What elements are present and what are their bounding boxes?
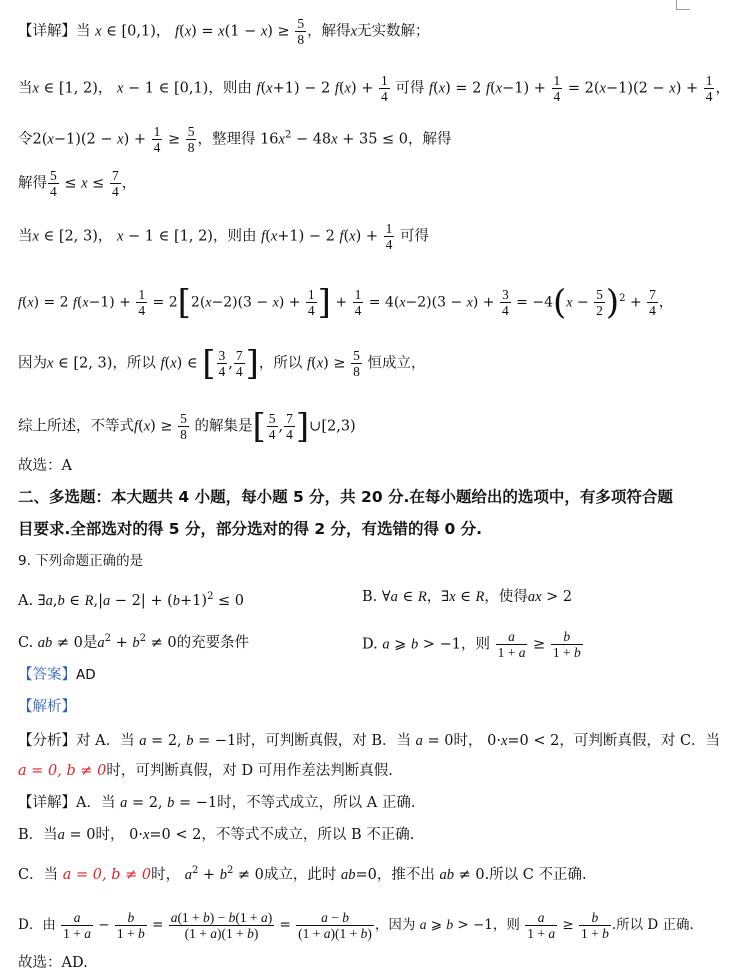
option-b: B. ∀a ∈ R，∃x ∈ R，使得ax > 2 <box>362 589 573 605</box>
option-a: A. ∃a,b ∈ $R,|a - 2| + (b+1)^2 \le 0$ <box>18 591 245 609</box>
analysis-sub-tag: 【分析】 <box>18 733 76 749</box>
detail-c: C．当 a = 0, b ≠ 0时， $a^2 + b^2 \ne 0$成立，此时 ab=0，推不出 ab ≠ 0.所以 C 不正确. <box>18 865 587 883</box>
page-corner-mark <box>676 9 690 10</box>
detail-line-3: 令2(x−1)(2 − x) + $\frac{1}{4}$ ≥ $\frac{5}{8}$ ，整理得 $16x^2 - 48x + 35 \le 0$，解得 <box>18 124 452 155</box>
detail-line-6: f(x) = 2 f(x−1) + $\frac{1}{4}$ = 2[2(x−2)(3 − x) + $\frac{1}{4}$ ] + $\frac{1}{4}$ = 4(x−2)(3 − x) + $\frac{3}{4}$ = −4(x − $\frac{5}{2}$ )$^2$ + $\frac{7}{4}$ ， <box>18 282 673 323</box>
detail-tag: 【详解】 <box>18 23 76 40</box>
analysis-line-1: 【分析】对 A．当 a = 2, b = −1时，可判断真假，对 B．当 a = 0时， 0·x=0 < 2，可判断真假，对 C．当 <box>18 733 721 749</box>
detail-line-5: 当x ∈ [2, 3)， x − 1 ∈ [1, 2)，则由 f(x+1) − 2 f(x) + $\frac{1}{4}$ 可得 <box>18 221 429 252</box>
question-9: 9. 下列命题正确的是 <box>18 553 144 569</box>
analysis-tag: 【解析】 <box>18 699 76 715</box>
detail-line-4: 解得 $\frac{5}{4}$ ≤ x ≤ $\frac{7}{4}$ ， <box>18 168 137 199</box>
detail-line-8: 综上所述，不等式f(x) ≥ $\frac{5}{8}$ 的解集是[ $\frac{5}{4}$ , $\frac{7}{4}$ ]∪[2,3) <box>18 406 356 447</box>
analysis-line-2: a = 0, b ≠ 0时，可判断真假，对 D 可用作差法判断真假. <box>18 763 393 779</box>
detail-a: 【详解】A．当 a = 2, b = −1时，不等式成立，所以 A 正确. <box>18 795 416 811</box>
option-d: D. a ⩾ b > −1，则 $\frac{a}{1 + a}$ ≥ $\frac{b}{1 + b}$ <box>362 629 581 660</box>
choice-line: 故选：A <box>18 458 72 474</box>
section-title: 二、多选题：本大题共 4 小题，每小题 5 分，共 20 分.在每小题给出的选项中，有多项符合题 <box>18 488 673 506</box>
detail-line-7: 因为x ∈ [2, 3)，所以 f(x) ∈ [ $\frac{3}{4}$ , $\frac{7}{4}$ ]，所以 f(x) ≥ $\frac{5}{8}$ 恒成立， <box>18 343 426 384</box>
detail-d: D．由 $\frac{a}{1 + a}$ − $\frac{b}{1 + b}$ = $\frac{a(1 + b) - b(1 + a)}{(1 + a)(1 + b)}$ = $\frac{a - b}{(1 + a)(1 + b)}$ ，因为 a ⩾ b > −1，则 $\frac{a}{1 + a}$ ≥ $\frac{b}{1 + b}$ .所以 D 正确. <box>18 910 694 941</box>
answer-line: 【答案】AD <box>18 667 96 683</box>
detail-line-2: 当x ∈ [1, 2)， x − 1 ∈ [0,1)，则由 f(x+1) − 2 f(x) + $\frac{1}{4}$ 可得 f(x) = 2 f(x−1) + $\frac{1}{4}$ = 2(x−1)(2 − x) + $\frac{1}{4}$ ， <box>18 73 730 104</box>
section-title: 目要求.全部选对的得 5 分，部分选对的得 2 分，有选错的得 0 分. <box>18 520 483 538</box>
options-ab <box>18 587 684 611</box>
detail-line-1: 【详解】当 x ∈ [0,1)， f(x) = x(1 − x) ≥ $\frac{5}{8}$ ，解得x无实数解； <box>18 16 430 47</box>
answer-tag: 【答案】 <box>18 667 76 683</box>
analysis-tag-line <box>18 697 684 717</box>
option-c: C. ab ≠ 0是$a^2 + b^2 \ne 0$的充要条件 <box>18 633 250 651</box>
final-choice: 故选：AD. <box>18 955 88 971</box>
options-cd <box>18 629 684 660</box>
detail-b: B．当a = 0时， 0·x=0 < 2，不等式不成立，所以 B 不正确. <box>18 827 415 843</box>
